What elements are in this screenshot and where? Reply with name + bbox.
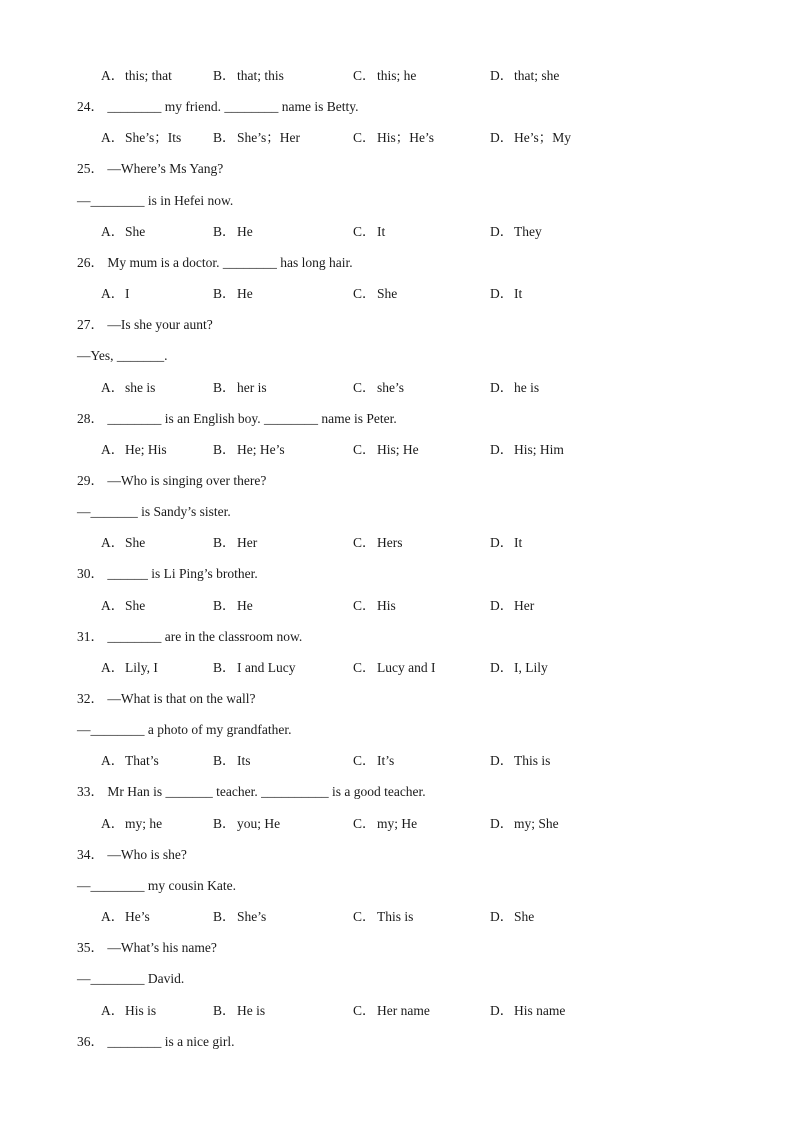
option-text: she’s	[377, 380, 404, 395]
question-line: 34． —Who is she?	[77, 847, 187, 862]
answer-option[interactable]	[101, 378, 155, 398]
answer-option[interactable]	[101, 596, 145, 616]
option-letter: B．	[213, 224, 236, 239]
answer-option[interactable]	[353, 907, 413, 927]
option-text: He; His	[125, 442, 167, 457]
option-text: that; she	[514, 68, 560, 83]
answer-option[interactable]	[101, 533, 145, 553]
option-text: He	[237, 598, 253, 613]
answer-option[interactable]	[490, 440, 564, 460]
answer-option[interactable]	[353, 128, 434, 148]
option-text: He is	[237, 1003, 266, 1018]
option-letter: B．	[213, 753, 236, 768]
answer-option[interactable]	[353, 658, 435, 678]
option-letter: B．	[213, 130, 236, 145]
question-line: —________ David.	[77, 971, 185, 986]
option-text: She	[125, 598, 146, 613]
answer-option[interactable]	[490, 907, 534, 927]
option-text: His name	[514, 1003, 566, 1018]
option-letter: A．	[101, 1003, 125, 1018]
question-line: —_______ is Sandy’s sister.	[77, 504, 231, 519]
option-text: Her name	[377, 1003, 430, 1018]
option-letter: C．	[353, 380, 376, 395]
question-line: —________ a photo of my grandfather.	[77, 722, 292, 737]
answer-option[interactable]	[213, 440, 285, 460]
answer-option[interactable]	[101, 284, 130, 304]
option-letter: C．	[353, 816, 376, 831]
option-text: She	[514, 909, 535, 924]
option-text: It	[514, 535, 523, 550]
option-letter: A．	[101, 535, 125, 550]
answer-option[interactable]	[213, 658, 295, 678]
option-letter: D．	[490, 1003, 514, 1018]
option-text: She’s；Its	[125, 130, 182, 145]
option-letter: D．	[490, 598, 514, 613]
option-text: His is	[125, 1003, 157, 1018]
question-line: 24． ________ my friend. ________ name is Betty.	[77, 99, 359, 114]
option-text: He’s；My	[514, 130, 571, 145]
option-text: my; he	[125, 816, 163, 831]
option-letter: D．	[490, 286, 514, 301]
option-letter: A．	[101, 224, 125, 239]
question-line: 28． ________ is an English boy. ________ name is Peter.	[77, 411, 397, 426]
answer-option[interactable]	[353, 814, 417, 834]
answer-options	[101, 814, 781, 834]
question-line: 35． —What’s his name?	[77, 940, 217, 955]
option-text: she is	[125, 380, 156, 395]
answer-options	[101, 128, 781, 148]
option-letter: D．	[490, 224, 514, 239]
option-letter: D．	[490, 909, 514, 924]
answer-option[interactable]	[353, 1001, 430, 1021]
answer-option[interactable]	[101, 814, 162, 834]
answer-options	[101, 907, 781, 927]
option-letter: C．	[353, 535, 376, 550]
option-letter: C．	[353, 1003, 376, 1018]
option-letter: D．	[490, 535, 514, 550]
option-letter: C．	[353, 68, 376, 83]
option-text: that; this	[237, 68, 284, 83]
question-line: 29． —Who is singing over there?	[77, 473, 267, 488]
answer-option[interactable]	[353, 440, 419, 460]
option-text: His	[377, 598, 396, 613]
option-text: She	[125, 535, 146, 550]
answer-option[interactable]	[353, 533, 403, 553]
option-text: They	[514, 224, 542, 239]
option-text: She	[125, 224, 146, 239]
answer-option[interactable]	[101, 658, 158, 678]
answer-options	[101, 440, 781, 460]
answer-option[interactable]	[101, 751, 159, 771]
answer-option[interactable]	[213, 378, 267, 398]
option-letter: B．	[213, 286, 236, 301]
answer-option[interactable]	[353, 751, 394, 771]
option-letter: A．	[101, 909, 125, 924]
option-letter: D．	[490, 660, 514, 675]
option-text: His; Him	[514, 442, 564, 457]
answer-option[interactable]	[490, 378, 539, 398]
option-letter: A．	[101, 598, 125, 613]
answer-option[interactable]	[101, 1001, 156, 1021]
option-text: It’s	[377, 753, 395, 768]
option-text: His; He	[377, 442, 419, 457]
answer-options	[101, 596, 781, 616]
option-text: That’s	[125, 753, 159, 768]
answer-options	[101, 751, 781, 771]
option-text: Her	[514, 598, 535, 613]
answer-option[interactable]	[213, 751, 251, 771]
answer-option[interactable]	[213, 533, 257, 553]
option-letter: D．	[490, 130, 514, 145]
answer-option[interactable]	[101, 222, 145, 242]
option-letter: B．	[213, 909, 236, 924]
option-text: He	[237, 224, 253, 239]
option-text: She	[377, 286, 398, 301]
option-text: this; that	[125, 68, 172, 83]
question-line: —________ my cousin Kate.	[77, 878, 236, 893]
option-letter: C．	[353, 442, 376, 457]
option-text: He’s	[125, 909, 150, 924]
answer-option[interactable]	[213, 907, 266, 927]
answer-option[interactable]	[490, 533, 522, 553]
answer-option[interactable]	[353, 284, 397, 304]
answer-option[interactable]	[213, 1001, 265, 1021]
option-text: It	[514, 286, 523, 301]
answer-option[interactable]	[353, 66, 416, 86]
answer-options	[101, 1001, 781, 1021]
answer-options	[101, 222, 781, 242]
answer-option[interactable]	[213, 222, 253, 242]
option-letter: D．	[490, 68, 514, 83]
answer-option[interactable]	[490, 284, 522, 304]
option-text: you; He	[237, 816, 281, 831]
answer-option[interactable]	[490, 658, 548, 678]
answer-option[interactable]	[490, 128, 571, 148]
answer-option[interactable]	[101, 907, 150, 927]
option-text: She’s；Her	[237, 130, 300, 145]
option-text: my; He	[377, 816, 418, 831]
answer-options	[101, 533, 781, 553]
option-letter: C．	[353, 130, 376, 145]
option-text: She’s	[237, 909, 267, 924]
option-letter: A．	[101, 660, 125, 675]
answer-option[interactable]	[490, 66, 559, 86]
option-letter: D．	[490, 753, 514, 768]
option-text: Lucy and I	[377, 660, 436, 675]
answer-options	[101, 284, 781, 304]
question-line: 30． ______ is Li Ping’s brother.	[77, 566, 258, 581]
option-letter: A．	[101, 68, 125, 83]
option-letter: A．	[101, 442, 125, 457]
option-letter: A．	[101, 816, 125, 831]
question-line: 36． ________ is a nice girl.	[77, 1034, 235, 1049]
option-text: I and Lucy	[237, 660, 296, 675]
answer-option[interactable]	[490, 1001, 565, 1021]
option-text: this; he	[377, 68, 417, 83]
option-letter: D．	[490, 816, 514, 831]
option-letter: A．	[101, 380, 125, 395]
option-letter: C．	[353, 753, 376, 768]
answer-option[interactable]	[101, 128, 181, 148]
answer-options	[101, 658, 781, 678]
option-letter: B．	[213, 535, 236, 550]
option-letter: D．	[490, 442, 514, 457]
option-text: my; She	[514, 816, 559, 831]
option-text: he is	[514, 380, 540, 395]
option-letter: B．	[213, 660, 236, 675]
question-line: —Yes, _______.	[77, 348, 168, 363]
option-text: This is	[377, 909, 414, 924]
answer-option[interactable]	[490, 222, 542, 242]
option-text: Hers	[377, 535, 403, 550]
option-letter: B．	[213, 380, 236, 395]
option-text: He; He’s	[237, 442, 285, 457]
option-letter: C．	[353, 286, 376, 301]
question-line: 33． Mr Han is _______ teacher. __________ is a good teacher.	[77, 784, 426, 799]
answer-option[interactable]	[353, 378, 404, 398]
option-letter: C．	[353, 598, 376, 613]
option-text: Her	[237, 535, 258, 550]
option-letter: B．	[213, 598, 236, 613]
answer-option[interactable]	[213, 66, 284, 86]
option-text: Its	[237, 753, 251, 768]
answer-option[interactable]	[213, 128, 300, 148]
answer-option[interactable]	[353, 596, 396, 616]
question-line: 26． My mum is a doctor. ________ has long hair.	[77, 255, 353, 270]
option-letter: B．	[213, 68, 236, 83]
answer-option[interactable]	[101, 66, 172, 86]
option-letter: A．	[101, 286, 125, 301]
answer-option[interactable]	[213, 814, 280, 834]
option-text: I, Lily	[514, 660, 548, 675]
option-letter: A．	[101, 130, 125, 145]
option-text: I	[125, 286, 130, 301]
option-text: His；He’s	[377, 130, 434, 145]
option-letter: B．	[213, 442, 236, 457]
option-letter: C．	[353, 660, 376, 675]
answer-option[interactable]	[213, 596, 253, 616]
option-letter: B．	[213, 816, 236, 831]
question-line: —________ is in Hefei now.	[77, 193, 234, 208]
option-letter: B．	[213, 1003, 236, 1018]
option-text: This is	[514, 753, 551, 768]
question-line: 27． —Is she your aunt?	[77, 317, 213, 332]
option-letter: C．	[353, 224, 376, 239]
option-text: Lily, I	[125, 660, 158, 675]
option-letter: D．	[490, 380, 514, 395]
answer-options	[101, 378, 781, 398]
question-line: 31． ________ are in the classroom now.	[77, 629, 303, 644]
answer-option[interactable]	[101, 440, 167, 460]
answer-options	[101, 66, 781, 86]
option-text: It	[377, 224, 386, 239]
question-line: 25． —Where’s Ms Yang?	[77, 161, 224, 176]
answer-option[interactable]	[213, 284, 253, 304]
option-letter: A．	[101, 753, 125, 768]
option-text: her is	[237, 380, 267, 395]
answer-option[interactable]	[490, 596, 534, 616]
answer-option[interactable]	[490, 814, 559, 834]
option-letter: C．	[353, 909, 376, 924]
question-line: 32． —What is that on the wall?	[77, 691, 256, 706]
option-text: He	[237, 286, 253, 301]
answer-option[interactable]	[353, 222, 385, 242]
answer-option[interactable]	[490, 751, 550, 771]
